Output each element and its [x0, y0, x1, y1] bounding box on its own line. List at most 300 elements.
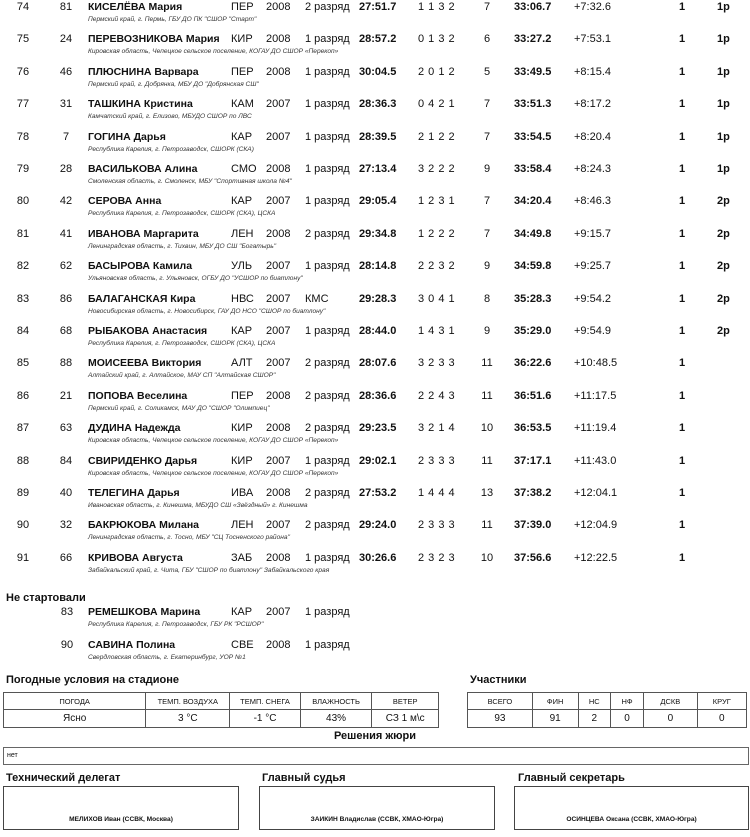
bib-number: 86 — [59, 292, 73, 305]
shooting-misses: 1 4 4 4 — [418, 487, 456, 499]
total-time: 37:17.1 — [514, 454, 552, 467]
assigned-rank: 1р — [717, 98, 730, 111]
shooting-misses: 0 4 2 1 — [418, 98, 456, 111]
points-value: 1 — [678, 519, 686, 532]
official-name-chief-judge: ЗАИКИН Владислав (ССВК, ХМАО-Югра) — [310, 816, 444, 823]
penalty-total: 7 — [483, 227, 491, 240]
jury-text: нет — [7, 752, 18, 759]
athlete-affiliation: Республика Карелия, г. Петрозаводск, СШОРК (СКА) — [88, 145, 254, 153]
result-row — [0, 485, 750, 517]
birth-year: 2007 — [266, 130, 291, 143]
time-behind: +10:48.5 — [574, 357, 618, 370]
time-behind: +8:20.4 — [574, 130, 612, 143]
region-code: СМО — [231, 163, 257, 175]
birth-year: 2007 — [266, 606, 291, 618]
birth-year: 2007 — [266, 325, 291, 337]
shooting-misses: 1 1 3 2 — [418, 1, 456, 13]
result-row — [0, 193, 750, 225]
ski-time: 27:51.7 — [359, 1, 397, 13]
shooting-misses: 3 2 2 2 — [418, 163, 456, 175]
points-value: 1 — [678, 325, 686, 337]
athlete-affiliation: Республика Карелия, г. Петрозаводск, ГБУ РК "РСШОР" — [88, 621, 264, 628]
bib-number: 31 — [59, 98, 73, 111]
shooting-misses: 2 3 3 3 — [418, 454, 456, 467]
result-row — [0, 355, 750, 387]
assigned-rank: 1р — [717, 65, 730, 78]
birth-year: 2007 — [266, 260, 291, 273]
assigned-rank: 2р — [717, 260, 730, 273]
athlete-affiliation: Пермский край, г. Пермь, ГБУ ДО ПК "СШОР "Старт" — [88, 16, 257, 23]
assigned-rank: 2р — [717, 195, 730, 208]
participants-header-dsq: ДСКВ — [644, 693, 698, 710]
bib-number: 88 — [59, 357, 73, 370]
participants-header-lapped: КРУГ — [697, 693, 746, 710]
weather-wind: СЗ 1 м\с — [372, 710, 439, 728]
region-code: КИР — [231, 454, 253, 467]
dns-title: Не стартовали — [6, 592, 86, 604]
birth-year: 2008 — [266, 1, 291, 13]
result-position: 76 — [16, 65, 30, 78]
penalty-total: 11 — [481, 519, 493, 532]
athlete-name: СВИРИДЕНКО Дарья — [88, 454, 198, 467]
weather-header-snow-temp: ТЕМП. СНЕГА — [230, 693, 300, 710]
participants-total: 93 — [468, 710, 533, 728]
points-value: 1 — [678, 551, 686, 564]
region-code: ИВА — [231, 487, 254, 499]
points-value: 1 — [678, 1, 686, 13]
result-position: 88 — [16, 454, 30, 467]
sport-rank: 2 разряд — [305, 519, 350, 532]
points-value: 1 — [678, 163, 686, 175]
sport-rank: 1 разряд — [305, 454, 350, 467]
bib-number: 28 — [59, 163, 73, 175]
points-value: 1 — [678, 98, 686, 111]
shooting-misses: 2 1 2 2 — [418, 130, 456, 143]
ski-time: 28:14.8 — [359, 260, 397, 273]
result-position: 74 — [16, 1, 30, 13]
weather-header-conditions: ПОГОДА — [4, 693, 146, 710]
signature-box-chief-secretary — [514, 786, 749, 830]
participants-header-dns: НС — [578, 693, 610, 710]
time-behind: +9:25.7 — [574, 260, 612, 273]
bib-number: 24 — [59, 33, 73, 46]
birth-year: 2008 — [266, 65, 291, 78]
athlete-affiliation: Республика Карелия, г. Петрозаводск, СШОРК (СКА), ЦСКА — [88, 210, 276, 218]
weather-header-humidity: ВЛАЖНОСТЬ — [300, 693, 372, 710]
result-position: 89 — [16, 487, 30, 499]
shooting-misses: 2 2 4 3 — [418, 389, 456, 402]
ski-time: 29:28.3 — [359, 292, 397, 305]
time-behind: +9:54.9 — [574, 325, 612, 337]
bib-number: 40 — [59, 487, 73, 499]
region-code: КАР — [231, 195, 253, 208]
weather-header-wind: ВЕТЕР — [372, 693, 439, 710]
ski-time: 28:39.5 — [359, 130, 397, 143]
athlete-name: ПОПОВА Веселина — [88, 389, 188, 402]
official-role-chief-judge: Главный судья — [262, 772, 346, 784]
penalty-total: 11 — [481, 389, 493, 402]
weather-humidity: 43% — [300, 710, 372, 728]
sport-rank: 1 разряд — [305, 606, 350, 618]
sport-rank: 2 разряд — [305, 422, 350, 435]
bib-number: 62 — [59, 260, 73, 273]
penalty-total: 11 — [481, 357, 493, 370]
total-time: 37:39.0 — [514, 519, 552, 532]
assigned-rank: 2р — [717, 325, 730, 337]
birth-year: 2008 — [266, 639, 291, 651]
result-row — [0, 453, 750, 485]
result-row — [0, 0, 750, 31]
region-code: УЛЬ — [231, 260, 253, 273]
result-position: 81 — [16, 227, 30, 240]
region-code: ЛЕН — [231, 227, 254, 240]
birth-year: 2008 — [266, 389, 291, 402]
points-value: 1 — [678, 487, 686, 499]
ski-time: 30:04.5 — [359, 65, 397, 78]
result-row — [0, 517, 750, 549]
region-code: КАМ — [231, 98, 254, 111]
sport-rank: 2 разряд — [305, 227, 350, 240]
sport-rank: 2 разряд — [305, 389, 350, 402]
bib-number: 63 — [59, 422, 73, 435]
participants-dsq: 0 — [644, 710, 698, 728]
jury-box — [3, 747, 749, 765]
result-position: 83 — [16, 292, 30, 305]
sport-rank: 1 разряд — [305, 33, 350, 46]
birth-year: 2007 — [266, 357, 291, 370]
weather-air-temp: 3 °C — [146, 710, 230, 728]
sport-rank: 1 разряд — [305, 325, 350, 337]
penalty-total: 7 — [483, 98, 491, 111]
region-code: ЗАБ — [231, 551, 253, 564]
result-row — [0, 258, 750, 290]
athlete-name: ДУДИНА Надежда — [88, 422, 181, 435]
shooting-misses: 2 3 3 3 — [418, 519, 456, 532]
region-code: ПЕР — [231, 1, 254, 13]
athlete-affiliation: Алтайский край, г. Алтайское, МАУ СП "Алтайская СШОР" — [88, 372, 276, 380]
result-position: 84 — [16, 325, 30, 337]
ski-time: 29:24.0 — [359, 519, 397, 532]
athlete-affiliation: Кировская область, Чепецкое сельское поселение, КОГАУ ДО СШОР «Перекоп» — [88, 437, 339, 445]
athlete-affiliation: Пермский край, г. Соликамск, МАУ ДО "СШОР "Олимпиец" — [88, 404, 270, 412]
total-time: 35:29.0 — [514, 325, 552, 337]
weather-table — [3, 692, 439, 728]
time-behind: +12:22.5 — [574, 551, 618, 564]
birth-year: 2008 — [266, 551, 291, 564]
athlete-affiliation: Забайкальский край, г. Чита, ГБУ "СШОР по биатлону" Забайкальского края — [88, 566, 330, 574]
athlete-affiliation: Свердловская область, г. Екатеринбург, УОР №1 — [88, 654, 246, 661]
bib-number: 66 — [59, 551, 73, 564]
penalty-total: 7 — [483, 1, 491, 13]
assigned-rank: 1р — [717, 130, 730, 143]
result-row — [0, 226, 750, 258]
result-position: 77 — [16, 98, 30, 111]
time-behind: +12:04.9 — [574, 519, 618, 532]
weather-header-air-temp: ТЕМП. ВОЗДУХА — [146, 693, 230, 710]
assigned-rank: 2р — [717, 227, 730, 240]
athlete-name: РЫБАКОВА Анастасия — [88, 325, 208, 337]
bib-number: 46 — [59, 65, 73, 78]
region-code: КАР — [231, 606, 253, 618]
region-code: КИР — [231, 33, 253, 46]
participants-finished: 91 — [532, 710, 578, 728]
region-code: ЛЕН — [231, 519, 254, 532]
penalty-total: 9 — [483, 325, 491, 337]
bib-number: 68 — [59, 325, 73, 337]
time-behind: +7:32.6 — [574, 1, 612, 13]
time-behind: +9:15.7 — [574, 227, 612, 240]
athlete-affiliation: Смоленская область, г. Смоленск, МБУ "Спортивная школа №4" — [88, 178, 292, 185]
athlete-affiliation: Пермский край, г. Добрянка, МБУ ДО "Добрянская СШ" — [88, 80, 259, 88]
athlete-name: ВАСИЛЬКОВА Алина — [88, 163, 198, 175]
bib-number: 81 — [59, 1, 73, 13]
result-position: 91 — [16, 551, 30, 564]
time-behind: +8:46.3 — [574, 195, 612, 208]
bib-number: 32 — [59, 519, 73, 532]
sport-rank: 1 разряд — [305, 163, 350, 175]
ski-time: 27:53.2 — [359, 487, 397, 499]
participants-header-dnf: НФ — [610, 693, 643, 710]
points-value: 1 — [678, 260, 686, 273]
official-role-tech-delegate: Технический делегат — [6, 772, 121, 784]
ski-time: 28:07.6 — [359, 357, 397, 370]
penalty-total: 10 — [480, 551, 494, 564]
result-row — [0, 550, 750, 582]
result-position: 86 — [16, 389, 30, 402]
ski-time: 29:05.4 — [359, 195, 397, 208]
points-value: 1 — [678, 422, 686, 435]
athlete-name: САВИНА Полина — [88, 639, 176, 651]
total-time: 37:38.2 — [514, 487, 552, 499]
birth-year: 2008 — [266, 163, 291, 175]
result-position: 75 — [16, 33, 30, 46]
ski-time: 27:13.4 — [359, 163, 397, 175]
dns-row — [0, 604, 750, 636]
result-position: 78 — [16, 130, 30, 143]
bib-number: 7 — [62, 130, 70, 143]
total-time: 36:51.6 — [514, 389, 552, 402]
weather-conditions: Ясно — [4, 710, 146, 728]
time-behind: +8:17.2 — [574, 98, 612, 111]
time-behind: +8:24.3 — [574, 163, 612, 175]
penalty-total: 7 — [483, 195, 491, 208]
athlete-name: ТАШКИНА Кристина — [88, 98, 193, 111]
bib-number: 41 — [59, 227, 73, 240]
ski-time: 30:26.6 — [359, 551, 397, 564]
sport-rank: 1 разряд — [305, 260, 350, 273]
region-code: НВС — [231, 292, 254, 305]
athlete-affiliation: Новосибирская область, г. Новосибирск, ГАУ ДО НСО "СШОР по биатлону" — [88, 307, 326, 315]
total-time: 34:59.8 — [514, 260, 552, 273]
region-code: КИР — [231, 422, 253, 435]
signature-box-tech-delegate — [3, 786, 239, 830]
time-behind: +11:19.4 — [574, 422, 617, 435]
points-value: 1 — [678, 292, 686, 305]
penalty-total: 9 — [483, 163, 491, 175]
athlete-name: РЕМЕШКОВА Марина — [88, 606, 201, 618]
region-code: ПЕР — [231, 65, 254, 78]
assigned-rank: 1р — [717, 163, 730, 175]
penalty-total: 11 — [481, 454, 493, 467]
participants-dnf: 0 — [610, 710, 643, 728]
total-time: 33:06.7 — [514, 1, 552, 13]
total-time: 37:56.6 — [514, 551, 552, 564]
sport-rank: 1 разряд — [305, 195, 350, 208]
bib-number: 90 — [60, 639, 74, 651]
shooting-misses: 2 3 2 3 — [418, 551, 456, 564]
result-row — [0, 388, 750, 420]
athlete-name: БАКРЮКОВА Милана — [88, 519, 199, 532]
sport-rank: 2 разряд — [305, 1, 350, 13]
ski-time: 28:57.2 — [359, 33, 397, 46]
athlete-affiliation: Республика Карелия, г. Петрозаводск, СШОРК (СКА), ЦСКА — [88, 340, 276, 347]
sport-rank: 2 разряд — [305, 357, 350, 370]
time-behind: +11:17.5 — [574, 389, 617, 402]
time-behind: +7:53.1 — [574, 33, 612, 46]
athlete-name: ПЛЮСНИНА Варвара — [88, 65, 199, 78]
birth-year: 2007 — [266, 195, 291, 208]
ski-time: 28:36.3 — [359, 98, 397, 111]
dns-row — [0, 637, 750, 669]
result-row — [0, 31, 750, 63]
bib-number: 42 — [59, 195, 73, 208]
result-row — [0, 420, 750, 452]
official-role-chief-secretary: Главный секретарь — [518, 772, 625, 784]
birth-year: 2007 — [266, 292, 291, 305]
region-code: КАР — [231, 130, 253, 143]
sport-rank: 1 разряд — [305, 98, 350, 111]
birth-year: 2007 — [266, 98, 291, 111]
shooting-misses: 1 2 3 1 — [418, 195, 456, 208]
result-row — [0, 161, 750, 193]
penalty-total: 13 — [480, 487, 494, 499]
region-code: АЛТ — [231, 357, 253, 370]
sport-rank: КМС — [305, 292, 329, 305]
time-behind: +11:43.0 — [574, 454, 617, 467]
result-position: 79 — [16, 163, 30, 175]
birth-year: 2008 — [266, 487, 291, 499]
region-code: КАР — [231, 325, 253, 337]
weather-snow-temp: -1 °C — [230, 710, 300, 728]
official-name-chief-secretary: ОСИНЦЕВА Оксана (ССВК, ХМАО-Югра) — [566, 816, 697, 823]
sport-rank: 1 разряд — [305, 639, 350, 651]
region-code: ПЕР — [231, 389, 254, 402]
ski-time: 28:44.0 — [359, 325, 397, 337]
birth-year: 2008 — [266, 422, 291, 435]
athlete-name: ПЕРЕВОЗНИКОВА Мария — [88, 33, 220, 46]
result-position: 85 — [16, 357, 30, 370]
athlete-affiliation: Ленинградская область, г. Тихвин, МБУ ДО СШ "Богатырь" — [88, 242, 277, 250]
birth-year: 2007 — [266, 519, 291, 532]
participants-table — [467, 692, 747, 728]
jury-title: Решения жюри — [333, 730, 417, 742]
athlete-affiliation: Ульяновская область, г. Ульяновск, ОГБУ ДО "УСШОР по биатлону" — [88, 275, 303, 283]
result-row — [0, 129, 750, 161]
participants-dns: 2 — [578, 710, 610, 728]
ski-time: 29:02.1 — [359, 454, 397, 467]
shooting-misses: 0 1 3 2 — [418, 33, 456, 46]
penalty-total: 7 — [483, 130, 491, 143]
official-name-tech-delegate: МЕЛИХОВ Иван (ССВК, Москва) — [69, 816, 173, 823]
athlete-name: КИСЕЛЁВА Мария — [88, 1, 183, 13]
shooting-misses: 3 0 4 1 — [418, 292, 456, 305]
participants-header-finished: ФИН — [532, 693, 578, 710]
time-behind: +12:04.1 — [574, 487, 618, 499]
penalty-total: 9 — [483, 260, 491, 273]
total-time: 35:28.3 — [514, 292, 552, 305]
penalty-total: 10 — [480, 422, 494, 435]
points-value: 1 — [678, 130, 686, 143]
shooting-misses: 3 2 3 3 — [418, 357, 456, 370]
total-time: 33:54.5 — [514, 130, 552, 143]
participants-lapped: 0 — [697, 710, 746, 728]
result-row — [0, 96, 750, 128]
points-value: 1 — [678, 227, 686, 240]
result-row — [0, 323, 750, 355]
birth-year: 2007 — [266, 454, 291, 467]
participants-header-total: ВСЕГО — [468, 693, 533, 710]
athlete-name: СЕРОВА Анна — [88, 195, 162, 208]
athlete-affiliation: Кировская область, Чепецкое сельское поселение, КОГАУ ДО СШОР «Перекоп» — [88, 48, 339, 56]
total-time: 34:20.4 — [514, 195, 552, 208]
shooting-misses: 2 2 3 2 — [418, 260, 456, 273]
athlete-name: ИВАНОВА Маргарита — [88, 227, 199, 240]
penalty-total: 8 — [483, 292, 491, 305]
sport-rank: 1 разряд — [305, 65, 350, 78]
athlete-affiliation: Ленинградская область, г. Тосно, МБУ "СЦ Тосненского района" — [88, 534, 290, 542]
athlete-name: БАЛАГАНСКАЯ Кира — [88, 292, 196, 305]
result-position: 90 — [16, 519, 30, 532]
bib-number: 21 — [59, 389, 73, 402]
athlete-affiliation: Камчатский край, г. Елизово, МБУДО СШОР по ЛВС — [88, 113, 252, 121]
points-value: 1 — [678, 357, 686, 370]
result-row — [0, 64, 750, 96]
ski-time: 29:34.8 — [359, 227, 397, 240]
athlete-name: ГОГИНА Дарья — [88, 130, 166, 143]
time-behind: +9:54.2 — [574, 292, 612, 305]
bib-number: 83 — [60, 606, 74, 618]
assigned-rank: 1р — [717, 1, 730, 13]
athlete-name: ТЕЛЕГИНА Дарья — [88, 487, 180, 499]
assigned-rank: 2р — [717, 292, 730, 305]
athlete-affiliation: Кировская область, Чепецкое сельское поселение, КОГАУ ДО СШОР «Перекоп» — [88, 469, 339, 477]
points-value: 1 — [678, 389, 686, 402]
penalty-total: 6 — [483, 33, 491, 46]
result-position: 80 — [16, 195, 30, 208]
sport-rank: 1 разряд — [305, 130, 350, 143]
result-position: 82 — [16, 260, 30, 273]
birth-year: 2008 — [266, 33, 291, 46]
penalty-total: 5 — [483, 65, 491, 78]
result-position: 87 — [16, 422, 30, 435]
points-value: 1 — [678, 195, 686, 208]
birth-year: 2008 — [266, 227, 291, 240]
shooting-misses: 3 2 1 4 — [418, 422, 456, 435]
total-time: 34:49.8 — [514, 227, 552, 240]
total-time: 36:53.5 — [514, 422, 552, 435]
ski-time: 29:23.5 — [359, 422, 397, 435]
signature-box-chief-judge — [259, 786, 495, 830]
weather-title: Погодные условия на стадионе — [6, 674, 180, 686]
sport-rank: 1 разряд — [305, 551, 350, 564]
total-time: 36:22.6 — [514, 357, 552, 370]
time-behind: +8:15.4 — [574, 65, 612, 78]
athlete-affiliation: Ивановская область, г. Кинешма, МБУДО СШ «Звёздный» г. Кинешма — [88, 502, 308, 509]
shooting-misses: 1 2 2 2 — [418, 227, 456, 240]
shooting-misses: 2 0 1 2 — [418, 65, 456, 78]
points-value: 1 — [678, 33, 686, 46]
total-time: 33:49.5 — [514, 65, 552, 78]
